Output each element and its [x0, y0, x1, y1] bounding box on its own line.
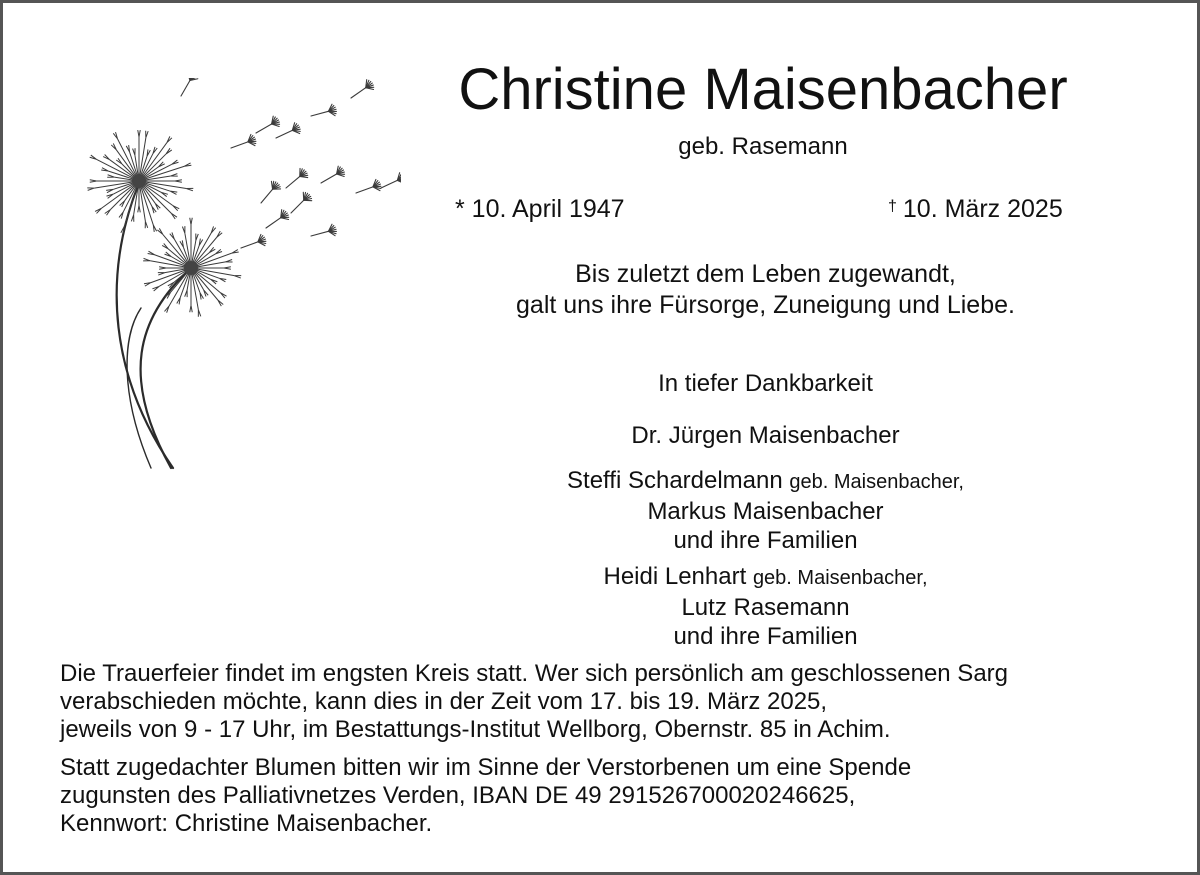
note-line: verabschieden möchte, kann dies in der Zeit vom 17. bis 19. März 2025,	[60, 688, 828, 715]
donation-note	[60, 754, 1160, 838]
deceased-name: Christine Maisenbacher	[458, 57, 1068, 122]
death-date: 10. März 2025	[902, 195, 1063, 223]
note-line: Statt zugedachter Blumen bitten wir im Sinne der Verstorbenen um eine Spende	[60, 754, 912, 781]
birth-date: * 10. April 1947	[455, 195, 625, 223]
note-line: zugunsten des Palliativnetzes Verden, IBAN DE 49 291526700020246625,	[60, 782, 856, 809]
maiden-name: geb. Rasemann	[678, 133, 848, 160]
quote-line: galt uns ihre Fürsorge, Zuneigung und Liebe.	[516, 291, 1015, 319]
mourner-group-2	[463, 562, 1068, 651]
note-line: Kennwort: Christine Maisenbacher.	[60, 810, 433, 837]
mourner-group-1	[463, 466, 1068, 555]
mourner-partner: Lutz Rasemann	[681, 594, 850, 621]
thanks-line: In tiefer Dankbarkeit	[658, 370, 873, 397]
funeral-note	[60, 660, 1160, 744]
mourner-maiden: geb. Maisenbacher,	[789, 471, 964, 493]
mourner-name: Heidi Lenhart	[603, 563, 747, 590]
death-date-line	[888, 195, 1063, 224]
note-line: Die Trauerfeier findet im engsten Kreis statt. Wer sich persönlich am geschlossenen Sarg	[60, 660, 1008, 687]
mourner-partner: Markus Maisenbacher	[647, 498, 884, 525]
note-line: jeweils von 9 - 17 Uhr, im Bestattungs-Institut Wellborg, Obernstr. 85 in Achim.	[60, 716, 891, 743]
mourner-name: Steffi Schardelmann	[567, 467, 783, 494]
memorial-quote	[433, 259, 1098, 321]
quote-line: Bis zuletzt dem Leben zugewandt,	[575, 260, 956, 288]
dandelion-illustration	[81, 78, 401, 473]
mourner-first: Dr. Jürgen Maisenbacher	[631, 422, 900, 449]
cross-icon: †	[888, 198, 897, 215]
mourner-families: und ihre Familien	[673, 623, 858, 650]
mourner-maiden: geb. Maisenbacher,	[752, 567, 928, 589]
mourner-families: und ihre Familien	[673, 527, 858, 554]
